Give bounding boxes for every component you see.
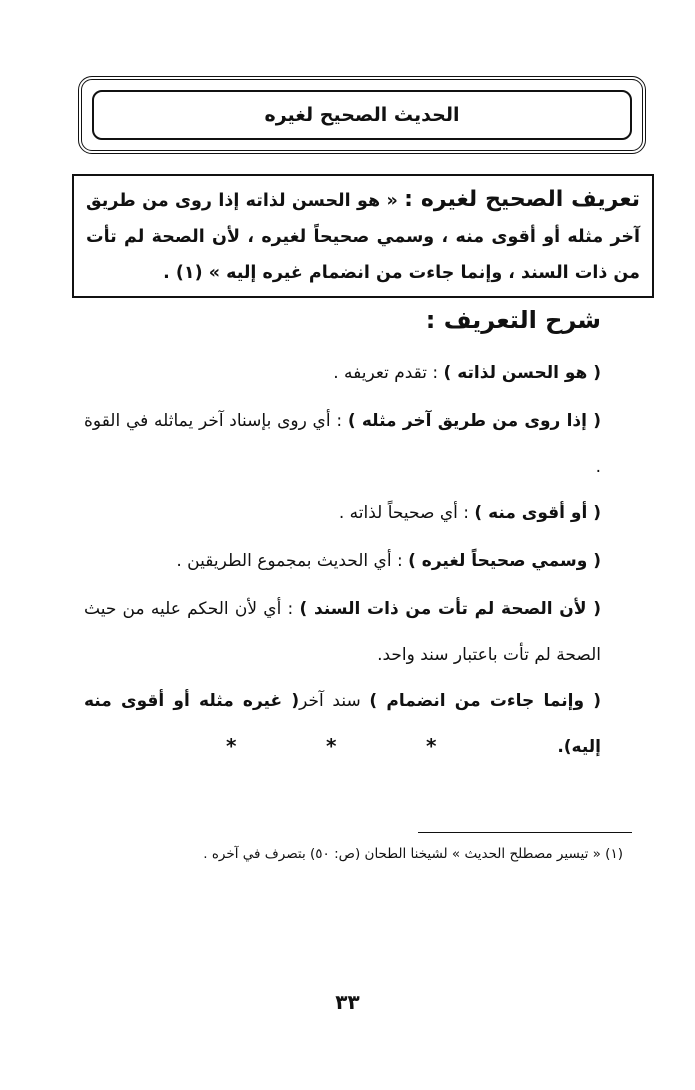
explanation-paragraph [84, 490, 601, 536]
explanation-text: سند آخر [299, 691, 370, 711]
explanation-paragraph [84, 398, 601, 490]
explanation-text: : أي الحديث بمجموع الطريقين . [176, 551, 409, 571]
chapter-header-frame [78, 76, 646, 154]
explanation-term: ( إذا روى من طريق آخر مثله ) [347, 411, 601, 431]
explanation-term-continued: ( غيره مثله أو أقوى منه إليه). [84, 691, 601, 757]
explanation-paragraph [84, 538, 601, 584]
explanation-term: ( وإنما جاءت من انضمام ) [369, 691, 602, 711]
explanation-term: ( هو الحسن لذاته ) [443, 363, 601, 383]
explanation-term: ( لأن الصحة لم تأت من ذات السند ) [299, 599, 601, 619]
explanation-text: : أي صحيحاً لذاته . [338, 503, 475, 523]
explanation-text: : تقدم تعريفه . [333, 363, 444, 383]
footnote-divider [418, 832, 632, 833]
footnote: (١) « تيسير مصطلح الحديث » لشيخنا الطحان (ص: ٥٠) بتصرف في آخره . [203, 846, 623, 862]
explanation-paragraph [84, 350, 601, 396]
explanation-term: ( وسمي صحيحاً لغيره ) [408, 551, 601, 571]
explanation-term: ( أو أقوى منه ) [474, 503, 601, 523]
definition-text: « هو الحسن لذاته إذا روى من طريق آخر مثله أو أقوى منه ، وسمي صحيحاً لغيره ، لأن الصحة لم تأت من ذات السند ، وإنما جاءت من انضمام غيره إليه » (١) . [86, 191, 640, 283]
definition-box [72, 174, 654, 298]
separator-star: * [326, 734, 337, 758]
explanation-paragraph [84, 586, 601, 678]
separator-star: * [426, 734, 437, 758]
separator-star: * [226, 734, 237, 758]
explanation-text: : أي روى بإسناد آخر يماثله في القوة . [84, 411, 601, 477]
section-title: شرح التعريف : [425, 306, 601, 334]
page-number: ٣٣ [335, 990, 360, 1014]
section-separator [0, 734, 695, 758]
chapter-header-inner-frame [92, 90, 632, 140]
chapter-title: الحديث الصحيح لغيره [264, 104, 460, 126]
explanation-text: : أي لأن الحكم عليه من حيث الصحة لم تأت باعتبار سند واحد. [84, 599, 601, 665]
definition-term: تعريف الصحيح لغيره : [404, 187, 640, 212]
